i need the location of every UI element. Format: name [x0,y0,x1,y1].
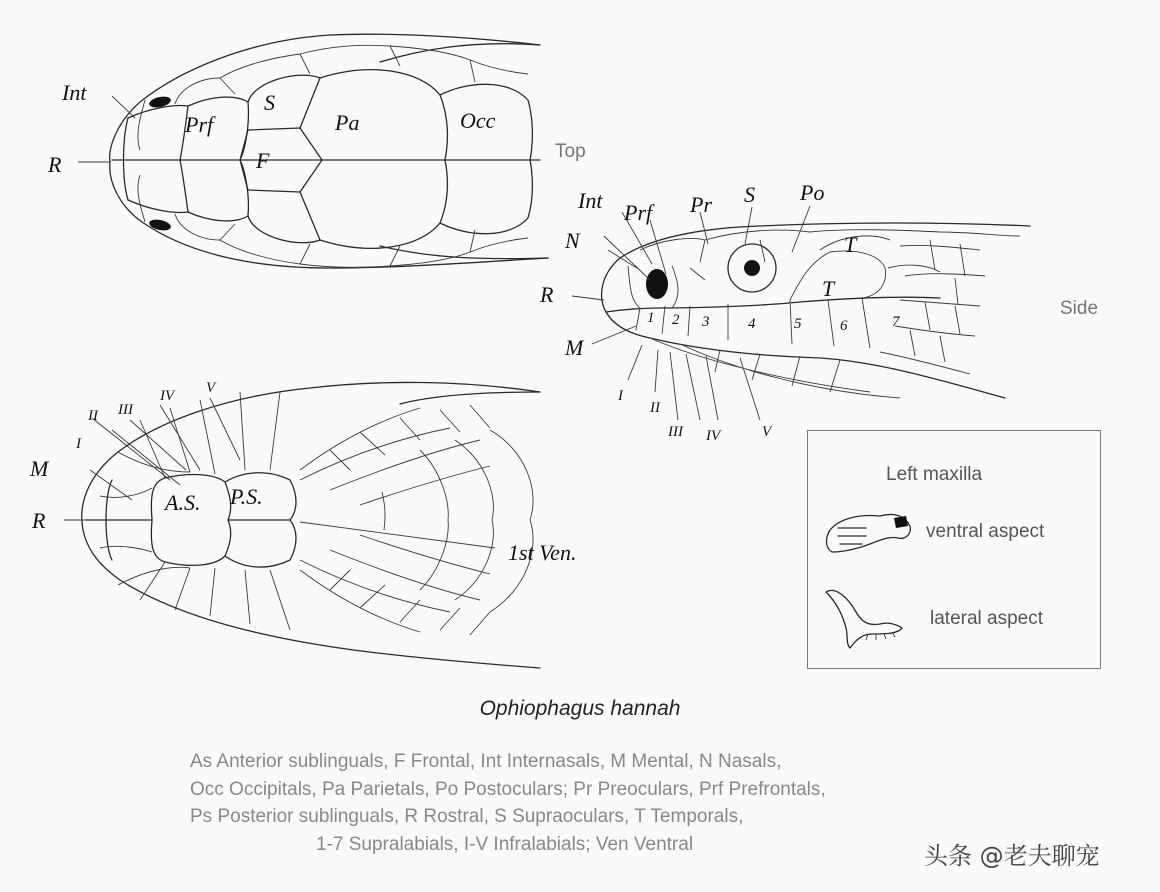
top-occ-label: Occ [460,108,496,133]
top-view-head [78,34,548,268]
bottom-r-label: R [32,508,46,533]
top-pa-label: Pa [335,110,360,135]
side-po-label: Po [800,180,825,205]
inset-title: Left maxilla [886,464,983,485]
abbreviation-legend [190,748,1010,858]
top-int-label: Int [62,80,87,105]
bottom-ven-label: 1st Ven. [508,540,577,565]
bottom-view-head [64,382,540,668]
side-infralabial-2: II [650,400,660,416]
side-view-head [572,206,1030,420]
side-t1-label: T [844,232,857,257]
top-f-label: F [256,148,270,173]
side-n-label: N [565,228,580,253]
lateral-aspect-label: lateral aspect [930,608,1044,629]
side-supralabial-4: 4 [748,316,756,332]
bottom-infralabial-4: IV [160,388,175,404]
side-infralabial-1: I [618,388,623,404]
side-int-label: Int [578,188,603,213]
watermark: 头条 @老夫聊宠 [924,842,1100,870]
bottom-m-label: M [30,456,49,481]
side-supralabial-2: 2 [672,312,680,328]
bottom-infralabial-2: II [88,408,98,424]
ventral-aspect-label: ventral aspect [926,521,1045,542]
top-r-label: R [48,152,62,177]
side-t2-label: T [822,276,835,301]
side-infralabial-4: IV [706,428,721,444]
bottom-as-label: A.S. [165,490,201,515]
species-title: Ophiophagus hannah [479,697,681,720]
side-infralabial-3: III [668,424,683,440]
top-prf-label: Prf [185,112,214,137]
side-s-label: S [744,182,755,207]
legend-line: Occ Occipitals, Pa Parietals, Po Postoculars; Pr Preoculars, Prf Prefrontals, [190,778,826,800]
side-supralabial-6: 6 [840,318,848,334]
legend-line: Ps Posterior sublinguals, R Rostral, S Supraoculars, T Temporals, [190,806,744,827]
side-pr-label: Pr [690,192,712,217]
legend-line: As Anterior sublinguals, F Frontal, Int Internasals, M Mental, N Nasals, [190,751,782,772]
side-supralabial-3: 3 [702,314,710,330]
side-supralabial-1: 1 [647,310,655,326]
top-view-caption: Top [555,141,586,162]
side-infralabial-5: V [762,424,772,440]
side-view-caption: Side [1060,298,1099,319]
side-m-label: M [565,335,584,360]
side-supralabial-7: 7 [892,314,900,330]
bottom-infralabial-5: V [206,380,216,396]
side-prf-label: Prf [624,200,653,225]
top-s-label: S [264,90,275,115]
bottom-infralabial-1: I [76,436,81,452]
side-supralabial-5: 5 [794,316,802,332]
legend-line: 1-7 Supralabials, I-V Infralabials; Ven Ventral [316,833,694,855]
bottom-infralabial-3: III [118,402,133,418]
bottom-ps-label: P.S. [230,484,263,509]
side-r-label: R [540,282,554,307]
